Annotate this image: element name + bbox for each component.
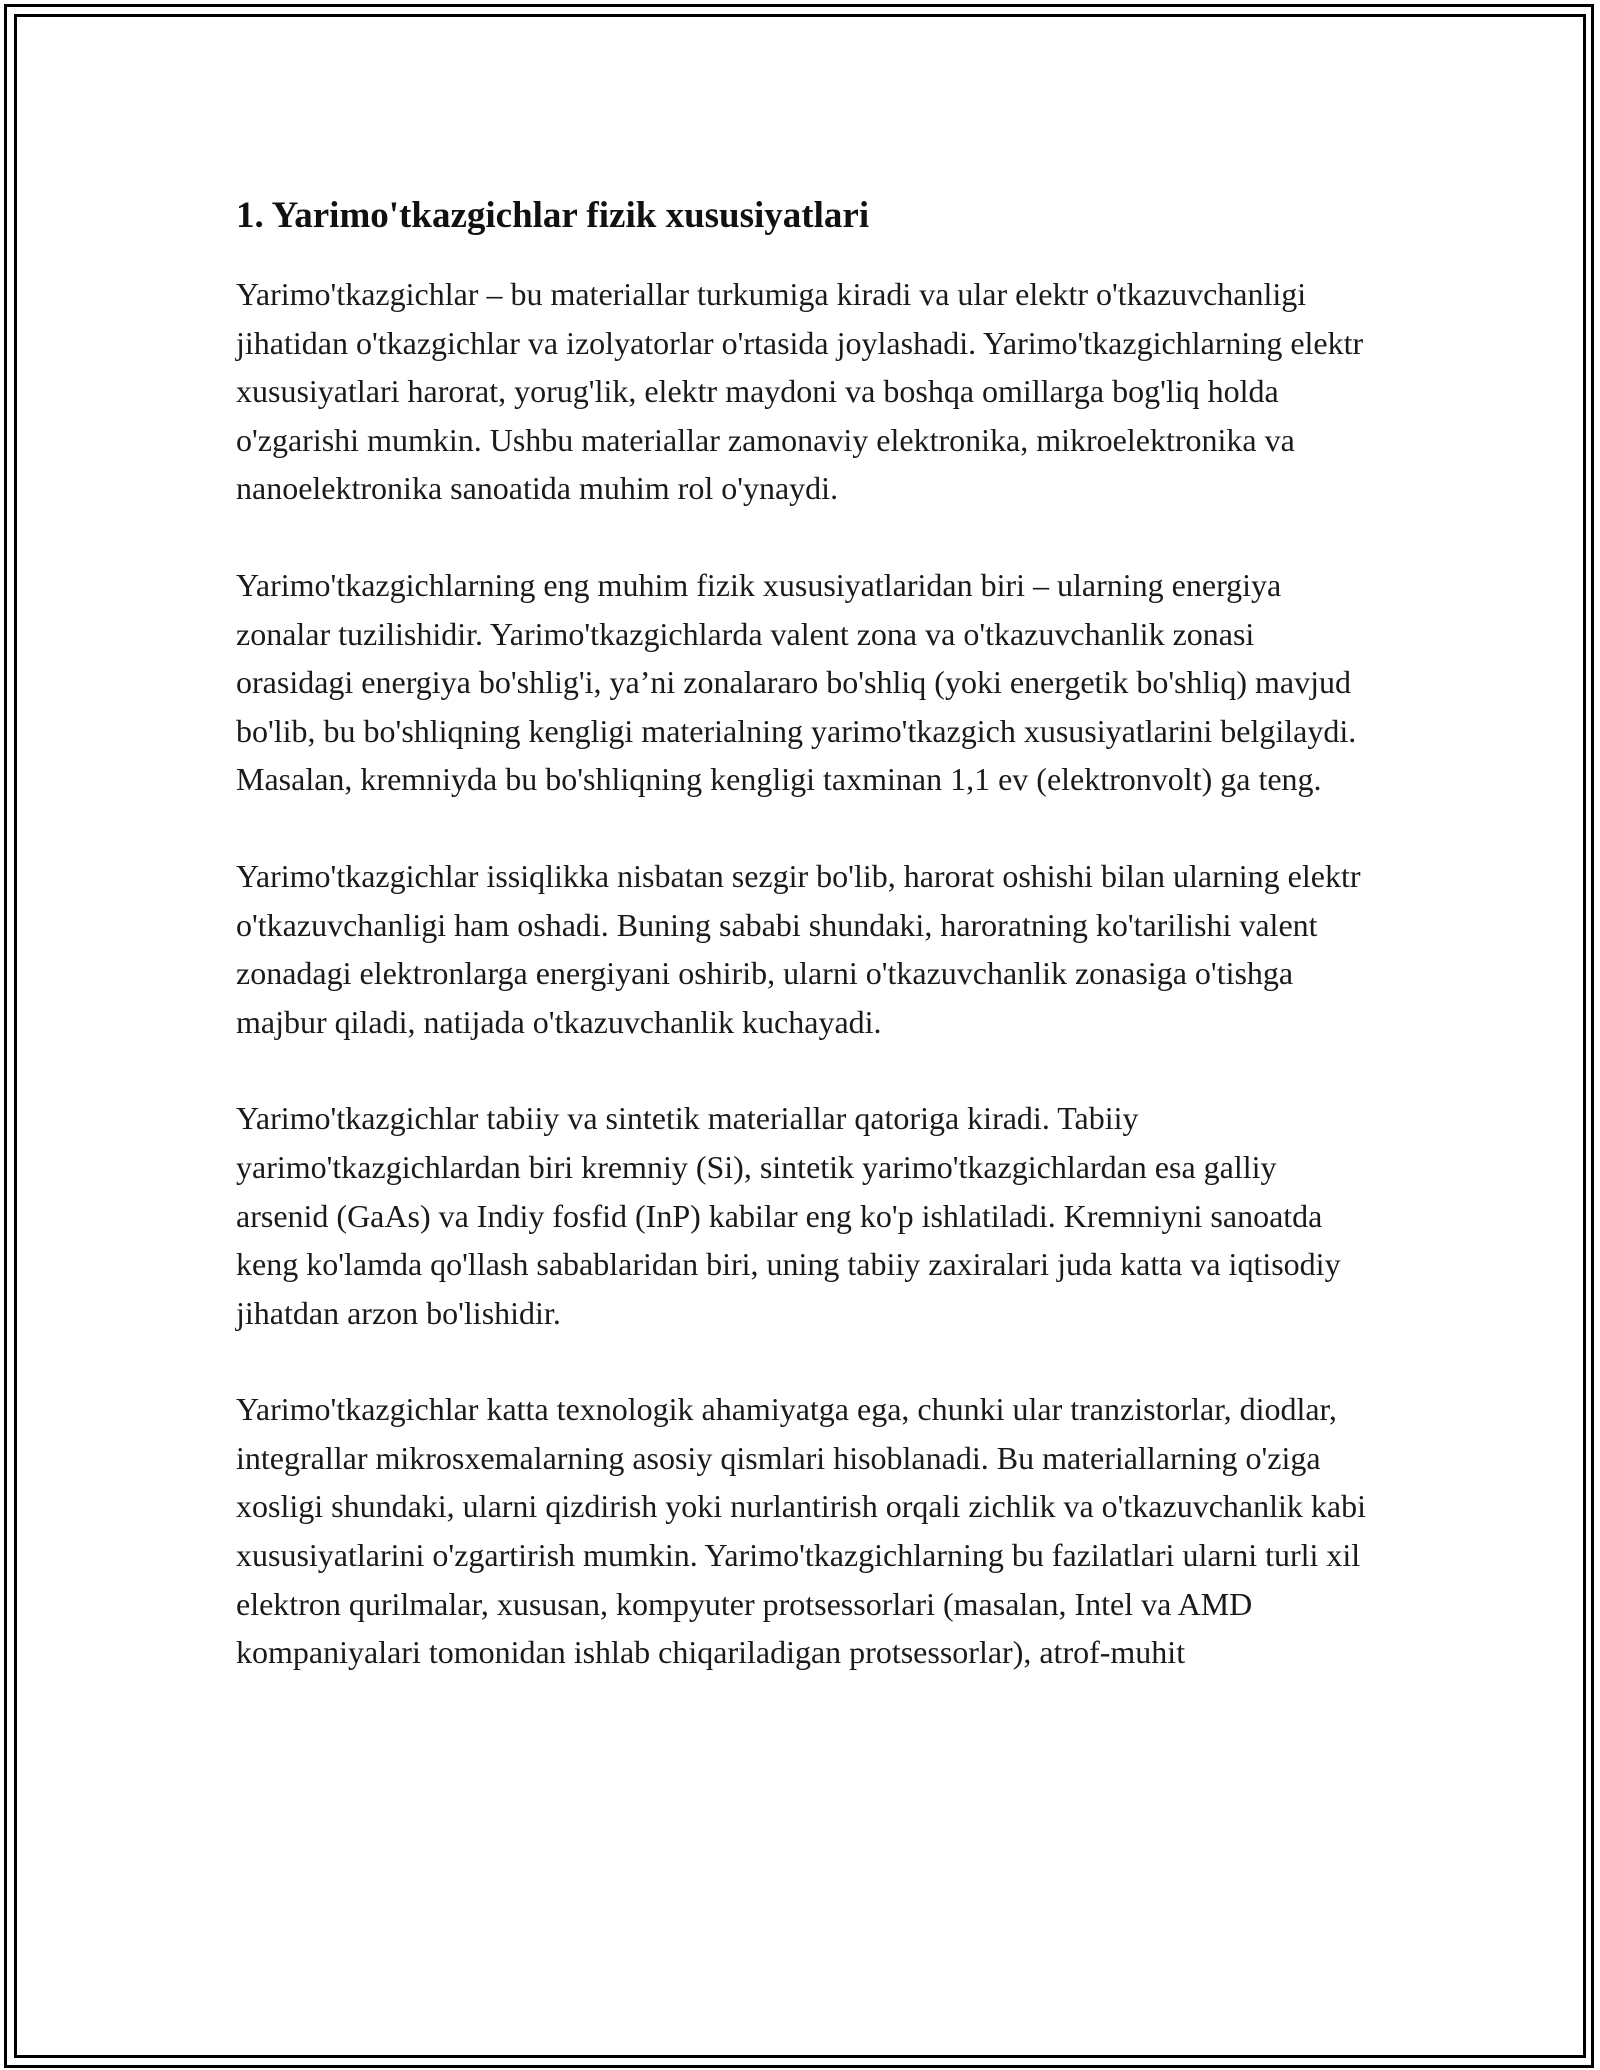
paragraph-5: Yarimo'tkazgichlar katta texnologik ahamiyatga ega, chunki ular tranzistorlar, diodlar, integrallar mikrosxemalarning asosiy qismlari hisoblanadi. Bu materiallarning o'ziga xosligi shundaki, ularni qizdirish yoki nurlantirish orqali zichlik va o'tkazuvchanlik kabi xususiyatlarini o'zgartirish mumkin. Yarimo'tkazgichlarning bu fazilatlari ularni turli xil elektron qurilmalar, xususan, kompyuter protsessorlari (masalan, Intel va AMD kompaniyalari tomonidan ishlab chiqariladigan protsessorlar), atrof-muhit <box>236 1391 1366 1671</box>
paragraph-4: Yarimo'tkazgichlar tabiiy va sintetik materiallar qatoriga kiradi. Tabiiy yarimo'tkazgichlardan biri kremniy (Si), sintetik yarimo'tkazgichlardan esa galliy arsenid (GaAs) va Indiy fosfid (InP) kabilar eng ko'p ishlatiladi. Kremniyni sanoatda keng ko'lamda qo'llash sabablaridan biri, uning tabiiy zaxiralari juda katta va iqtisodiy jihatdan arzon bo'lishidir. <box>236 1100 1341 1331</box>
paragraph-2: Yarimo'tkazgichlarning eng muhim fizik xususiyatlaridan biri – ularning energiya zonalar tuzilishidir. Yarimo'tkazgichlarda valent zona va o'tkazuvchanlik zonasi orasidagi energiya bo'shlig'i, ya’ni zonalararo bo'shliq (yoki energetik bo'shliq) mavjud bo'lib, bu bo'shliqning kengligi materialning yarimo'tkazgich xususiyatlarini belgilaydi. Masalan, kremniyda bu bo'shliqning kengligi taxminan 1,1 ev (elektronvolt) ga teng. <box>236 566 1357 798</box>
section-heading: 1. Yarimo'tkazgichlar fizik xususiyatlari <box>236 195 870 236</box>
paragraph-3: Yarimo'tkazgichlar issiqlikka nisbatan sezgir bo'lib, harorat oshishi bilan ularning elektr o'tkazuvchanligi ham oshadi. Buning sababi shundaki, haroratning ko'tarilishi valent zonadagi elektronlarga energiyani oshirib, ularni o'tkazuvchanlik zonasiga o'tishga majbur qiladi, natijada o'tkazuvchanlik kuchayadi. <box>236 857 1361 1040</box>
paragraph-1: Yarimo'tkazgichlar – bu materiallar turkumiga kiradi va ular elektr o'tkazuvchanligi jihatidan o'tkazgichlar va izolyatorlar o'rtasida joylashadi. Yarimo'tkazgichlarning elektr xususiyatlari harorat, yorug'lik, elektr maydoni va boshqa omillarga bog'liq holda o'zgarishi mumkin. Ushbu materiallar zamonaviy elektronika, mikroelektronika va nanoelektronika sanoatida muhim rol o'ynaydi. <box>236 276 1364 507</box>
document-body <box>236 186 1376 1725</box>
